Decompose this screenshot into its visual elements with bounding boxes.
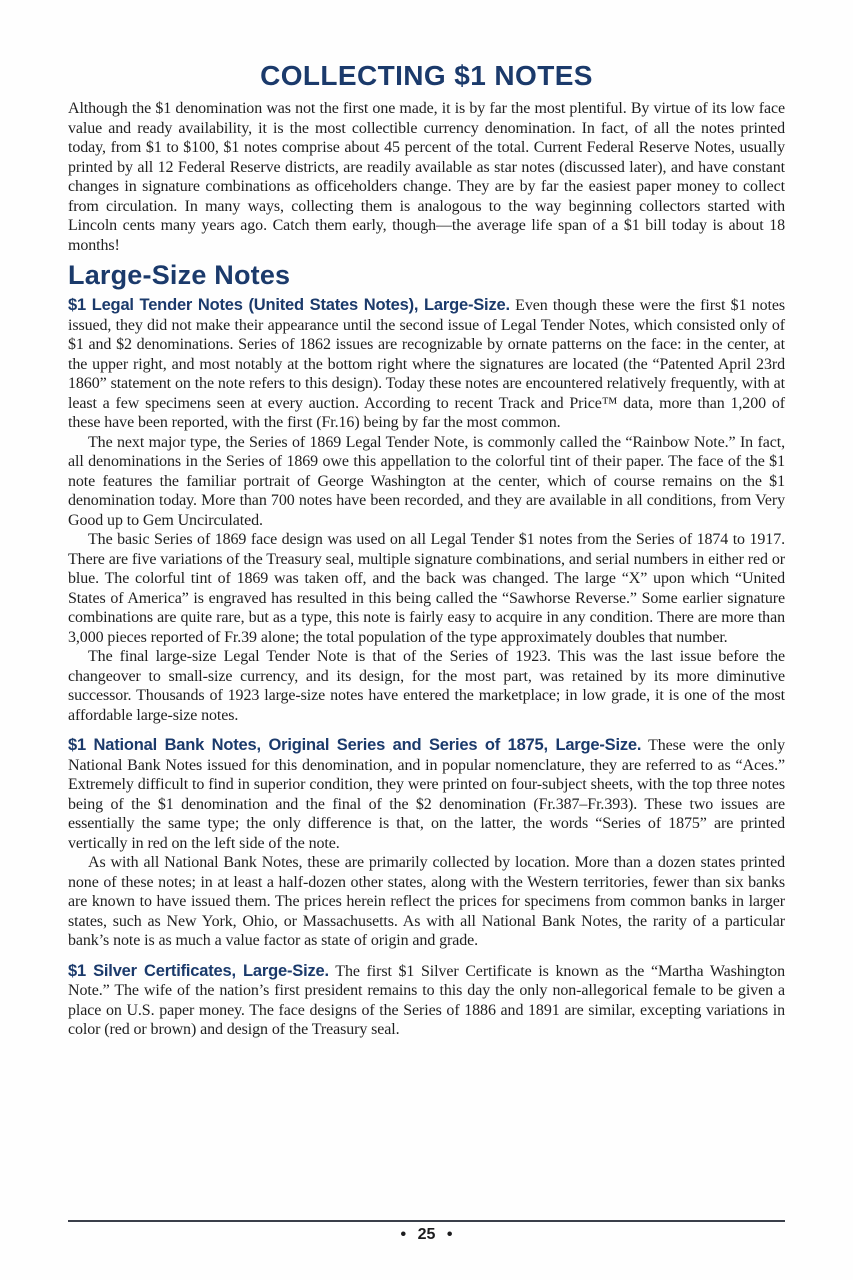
legal-tender-paragraph-rainbow: The next major type, the Series of 1869 Legal Tender Note, is commonly called the “Rainbow Note.” In fact, all denominations in the Series of 1869 owe this appellation to the colorful tint of their paper. The face of the $1 note features the familiar portrait of George Washington at the center, which of course remains on the $1 denomination today. More than 700 notes have been recorded, and they are available in all conditions, from Very Good up to Gem Uncirculated. <box>68 433 785 529</box>
silver-certificates-lead-paragraph <box>68 962 785 1040</box>
page-footer <box>68 1220 785 1244</box>
national-bank-lead-paragraph <box>68 736 785 853</box>
footer-divider <box>68 1220 785 1222</box>
page-title: COLLECTING $1 NOTES <box>260 60 593 91</box>
legal-tender-paragraph-1923: The final large-size Legal Tender Note is that of the Series of 1923. This was the last issue before the changeover to small-size currency, and its design, for the most part, was retained by its more diminutive successor. Thousands of 1923 large-size notes have entered the marketplace; in low grade, it is one of the most affordable large-size notes. <box>68 648 785 724</box>
legal-tender-lead-paragraph <box>68 296 785 433</box>
intro-paragraph: Although the $1 denomination was not the first one made, it is by far the most plentiful. By virtue of its low face value and ready availability, it is the most collectible currency denomination. In fact, of all the notes printed today, from $1 to $100, $1 notes comprise about 45 percent of the total. Current Federal Reserve Notes, usually printed by all 12 Federal Reserve districts, are readily available as star notes (discussed later), and have constant changes in signature combinations as officeholders change. They are by far the easiest paper money to collect from circulation. In many ways, collecting them is analogous to the way beginning collectors started with Lincoln cents many years ago. Catch them early, though—the average life span of a $1 bill today is about 18 months! <box>68 100 785 254</box>
legal-tender-paragraph-sawhorse: The basic Series of 1869 face design was used on all Legal Tender $1 notes from the Series of 1874 to 1917. There are five variations of the Treasury seal, multiple signature combinations, and serial numbers in either red or blue. The colorful tint of 1869 was taken off, and the back was changed. The large “X” upon which “United States of America” is engraved has resulted in this being called the “Sawhorse Reverse.” Some earlier signature combinations are quite rare, but as a type, this note is fairly easy to acquire in any condition. There are more than 3,000 pieces reported of Fr.39 alone; the total population of the type approximately doubles that number. <box>68 531 785 646</box>
national-bank-paragraph-location: As with all National Bank Notes, these are primarily collected by location. More than a dozen states printed none of these notes; in at least a half-dozen other states, along with the Western territories, fewer than six banks are known to have issued them. The prices herein reflect the prices for specimens from common banks in larger states, such as New York, Ohio, or Massachusetts. As with all National Bank Notes, the rarity of a particular bank’s note is as much a value factor as state of origin and grade. <box>68 854 785 949</box>
silver-certificates-subhead: $1 Silver Certificates, Large-Size. <box>68 961 329 980</box>
national-bank-subhead: $1 National Bank Notes, Original Series and Series of 1875, Large-Size. <box>68 736 642 754</box>
page-number: • 25 • <box>400 1226 453 1243</box>
national-bank-lead-text: These were the only National Bank Notes issued for this denomination, and in popular nomenclature, they are referred to as “Aces.” Extremely difficult to find in superior condition, they were printed on four-subject sheets, with the top three notes being of the $1 denomination and the final of the $2 denomination (Fr.387–Fr.393). These two issues are essentially the same type; the only difference is that, on the latter, the words “Series of 1875” are printed vertically in red on the left side of the note. <box>68 737 785 852</box>
section-heading-large-size-notes: Large-Size Notes <box>68 260 291 290</box>
legal-tender-lead-text: Even though these were the first $1 notes issued, they did not make their appearance until the second issue of Legal Tender Notes, which consisted only of $1 and $2 denominations. Series of 1862 issues are recognizable by ornate patterns on the face: in the center, at the upper right, and most notably at the bottom right where the signatures are located (the “Patented April 23rd 1860” statement on the note refers to this design). Today these notes are encountered relatively frequently, with at least a few specimens seen at every auction. According to recent Track and Price™ data, more than 1,200 of these have been reported, with the first (Fr.16) being by far the most common. <box>68 297 786 431</box>
silver-certificates-lead-text: The first $1 Silver Certificate is known as the “Martha Washington Note.” The wife of the nation’s first president remains to this day the only non-allegorical female to be given a place on U.S. paper money. The face designs of the Series of 1886 and 1891 are similar, excepting variations in color (red or brown) and design of the Treasury seal. <box>68 962 785 1038</box>
legal-tender-subhead: $1 Legal Tender Notes (United States Notes), Large-Size. <box>68 296 510 314</box>
